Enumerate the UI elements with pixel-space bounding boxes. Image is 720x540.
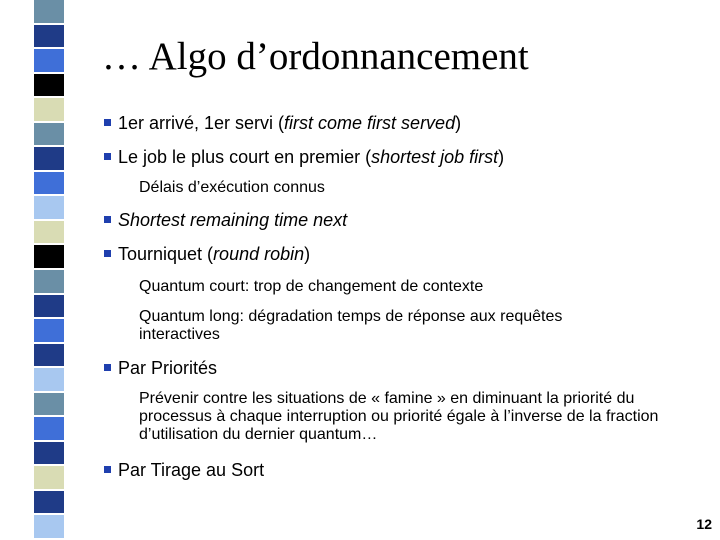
square-bullet-icon: [104, 153, 111, 160]
bullet-text-emph: first come first served: [284, 113, 456, 133]
stripe-block: [0, 491, 64, 516]
stripe-block: [0, 98, 64, 123]
stripe-block: [0, 417, 64, 442]
square-bullet-icon: [104, 119, 111, 126]
bullet-item-tirage: [104, 460, 264, 481]
stripe-block: [0, 442, 64, 467]
bullet-text-post: ): [498, 147, 505, 167]
bullet-text-pre: Par Tirage au Sort: [118, 460, 265, 480]
stripe-block: [0, 0, 64, 25]
stripe-block: [0, 295, 64, 320]
bullet-text-post: ): [304, 244, 311, 264]
stripe-block: [0, 25, 64, 50]
sub-item-quantum-long: Quantum long: dégradation temps de réponse aux requêtes interactives: [139, 308, 563, 343]
sub-item-delais: Délais d’exécution connus: [139, 179, 325, 196]
stripe-block: [0, 74, 64, 99]
bullet-item-round-robin: [104, 244, 310, 265]
slide-title: … Algo d’ordonnancement: [102, 35, 529, 78]
stripe-block: [0, 147, 64, 172]
square-bullet-icon: [104, 250, 111, 257]
stripe-block: [0, 344, 64, 369]
stripe-block: [0, 466, 64, 491]
bullet-text-pre: Par Priorités: [118, 358, 218, 378]
stripe-block: [0, 245, 64, 270]
stripe-block: [0, 368, 64, 393]
bullet-text-emph: Shortest remaining time next: [118, 210, 348, 230]
page-number: 12: [696, 516, 712, 532]
bullet-item-sjf: [104, 147, 504, 168]
bullet-text-emph: shortest job first: [371, 147, 499, 167]
sub-item-quantum-court: Quantum court: trop de changement de contexte: [139, 278, 484, 295]
sub-item-famine: Prévenir contre les situations de « famine » en diminuant la priorité du processus à chaque interruption ou priorité égale à l’inverse de la fraction d’utilisation du dernier quantum…: [139, 390, 659, 443]
bullet-text-post: ): [455, 113, 462, 133]
bullet-item-priorites: [104, 358, 217, 379]
stripe-block: [0, 515, 64, 540]
stripe-block: [0, 196, 64, 221]
decorative-stripe: [0, 0, 64, 540]
stripe-block: [0, 393, 64, 418]
bullet-text-emph: round robin: [213, 244, 305, 264]
stripe-block: [0, 319, 64, 344]
bullet-item-srtn: [104, 210, 347, 231]
square-bullet-icon: [104, 364, 111, 371]
square-bullet-icon: [104, 466, 111, 473]
bullet-item-fcfs: [104, 113, 461, 134]
bullet-text-pre: Tourniquet (: [118, 244, 214, 264]
stripe-block: [0, 270, 64, 295]
stripe-block: [0, 49, 64, 74]
stripe-block: [0, 221, 64, 246]
square-bullet-icon: [104, 216, 111, 223]
bullet-text-pre: Le job le plus court en premier (: [118, 147, 372, 167]
stripe-block: [0, 172, 64, 197]
bullet-text-pre: 1er arrivé, 1er servi (: [118, 113, 285, 133]
stripe-block: [0, 123, 64, 148]
